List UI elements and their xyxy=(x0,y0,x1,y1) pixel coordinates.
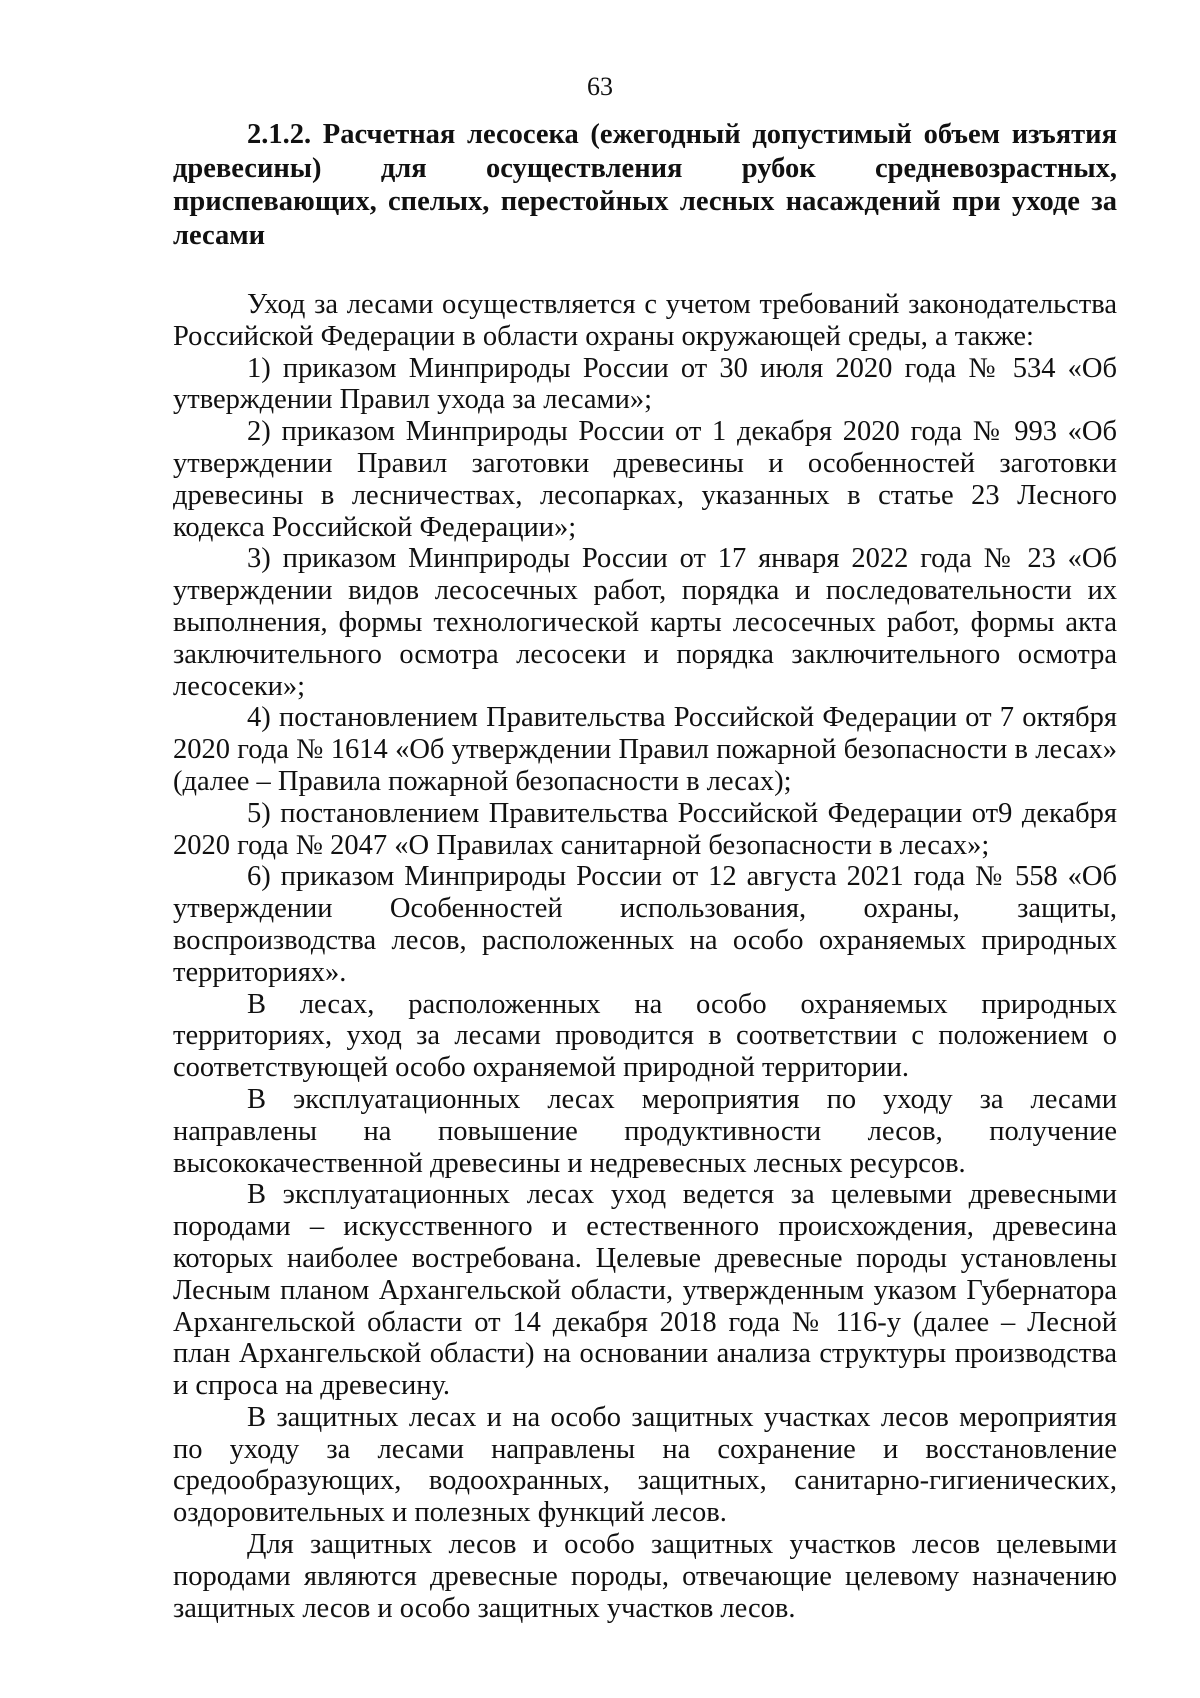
paragraph-intro: Уход за лесами осуществляется с учетом требований законодательства Российской Федерации в области охраны окружающей среды, а также: xyxy=(173,289,1117,352)
list-item-6: 6) приказом Минприроды России от 12 августа 2021 года № 558 «Об утверждении Особенностей использования, охраны, защиты, воспроизводства лесов, расположенных на особо охраняемых природных территориях». xyxy=(173,861,1117,988)
paragraph-protected-areas: В лесах, расположенных на особо охраняемых природных территориях, уход за лесами проводится в соответствии с положением о соответствующей особо охраняемой природной территории. xyxy=(173,988,1117,1084)
list-item-1: 1) приказом Минприроды России от 30 июля 2020 года № 534 «Об утверждении Правил ухода за лесами»; xyxy=(173,352,1117,416)
list-item-5: 5) постановлением Правительства Российской Федерации от9 декабря 2020 года № 2047 «О Правилах санитарной безопасности в лесах»; xyxy=(173,797,1117,861)
list-item-4: 4) постановлением Правительства Российской Федерации от 7 октября 2020 года № 1614 «Об утверждении Правил пожарной безопасности в лесах» (далее – Правила пожарной безопасности в лесах); xyxy=(173,702,1117,797)
section-body xyxy=(173,289,1117,1624)
list-item-3: 3) приказом Минприроды России от 17 января 2022 года № 23 «Об утверждении видов лесосечных работ, порядка и последовательности их выполнения, формы технологической карты лесосечных работ, формы акта заключительного осмотра лесосеки и порядка заключительного осмотра лесосеки»; xyxy=(173,543,1117,702)
paragraph-exploitation-goals: В эксплуатационных лесах мероприятия по уходу за лесами направлены на повышение продуктивности лесов, получение высококачественной древесины и недревесных лесных ресурсов. xyxy=(173,1083,1117,1179)
paragraph-target-species: В эксплуатационных лесах уход ведется за целевыми древесными породами – искусственного и естественного происхождения, древесина которых наиболее востребована. Целевые древесные породы установлены Лесным планом Архангельской области, утвержденным указом Губернатора Архангельской области от 14 декабря 2018 года № 116-у (далее – Лесной план Архангельской области) на основании анализа структуры производства и спроса на древесину. xyxy=(173,1179,1117,1402)
list-item-2: 2) приказом Минприроды России от 1 декабря 2020 года № 993 «Об утверждении Правил заготовки древесины и особенностей заготовки древесины в лесничествах, лесопарках, указанных в статье 23 Лесного кодекса Российской Федерации»; xyxy=(173,416,1117,543)
paragraph-protective-forests: В защитных лесах и на особо защитных участках лесов мероприятия по уходу за лесами направлены на сохранение и восстановление средообразующих, водоохранных, защитных, санитарно-гигиенических, оздоровительных и полезных функций лесов. xyxy=(173,1401,1117,1529)
section-heading: 2.1.2. Расчетная лесосека (ежегодный допустимый объем изъятия древесины) для осуществления рубок средневозрастных, приспевающих, спелых, перестойных лесных насаждений при уходе за лесами xyxy=(173,119,1117,251)
paragraph-protective-target-species: Для защитных лесов и особо защитных участков лесов целевыми породами являются древесные породы, отвечающие целевому назначению защитных лесов и особо защитных участков лесов. xyxy=(173,1529,1117,1624)
page-number: 63 xyxy=(587,72,613,101)
page-content xyxy=(173,118,1117,1624)
